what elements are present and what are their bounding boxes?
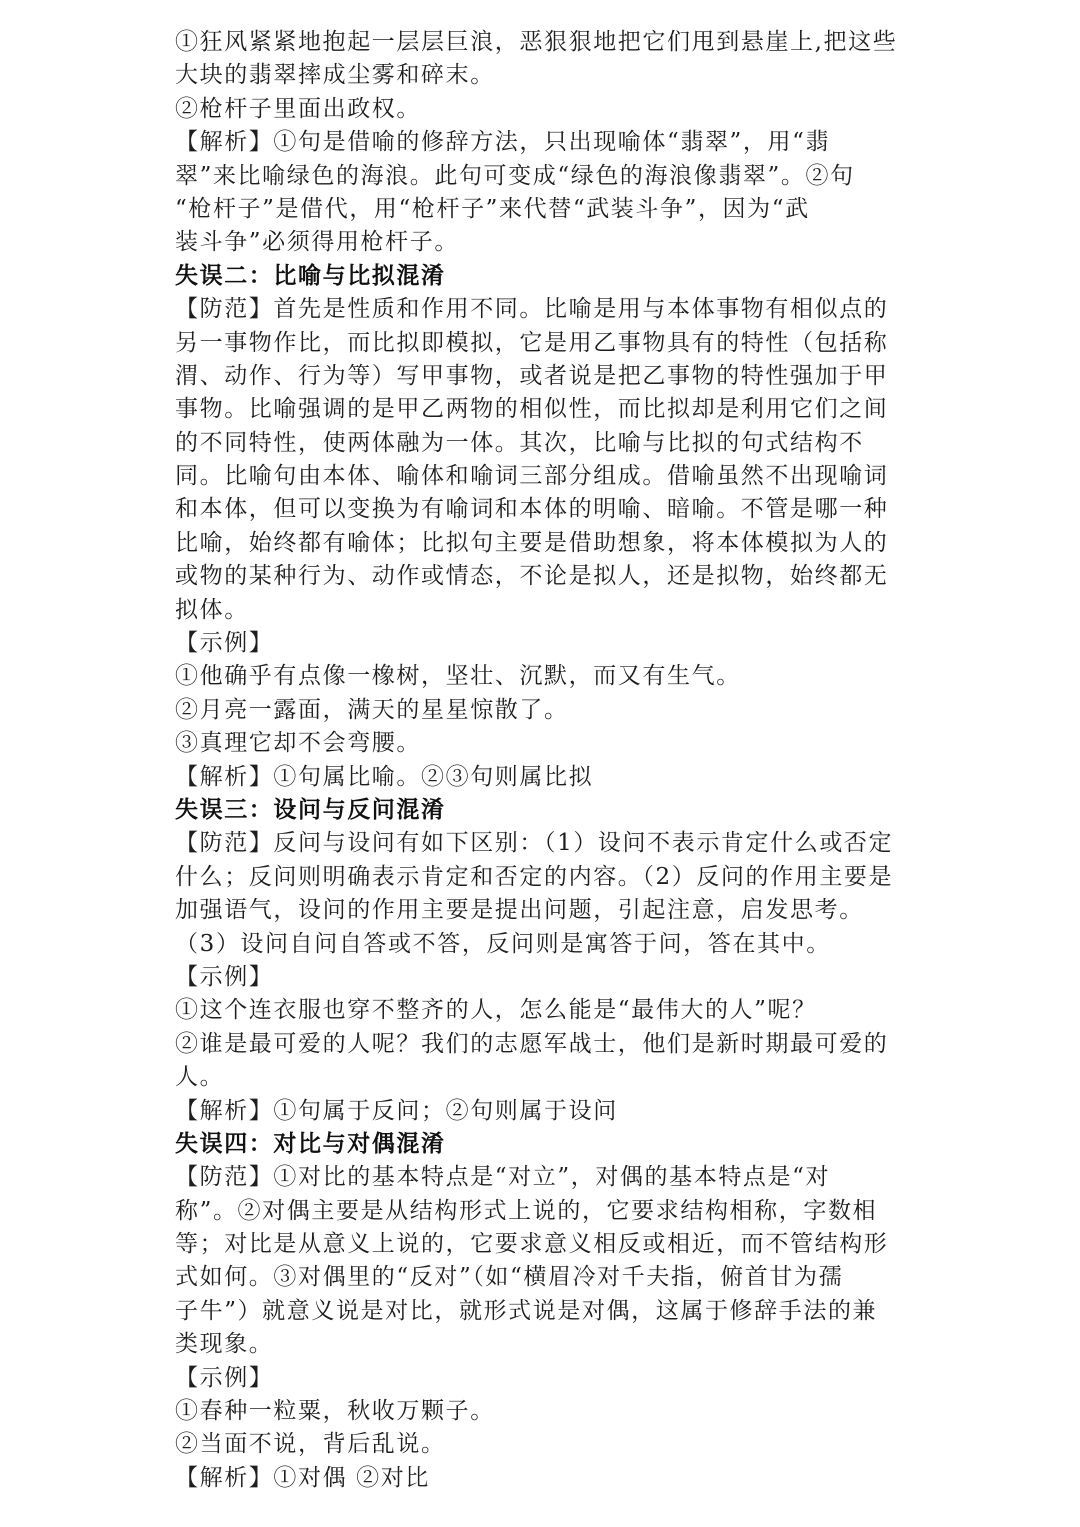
text-line: 【示例】 xyxy=(175,963,274,990)
text-line: 【防范】首先是性质和作用不同。比喻是用与本体事物有相似点的 xyxy=(175,296,889,323)
text-line: 同。比喻句由本体、喻体和喻词三部分组成。借喻虽然不出现喻词 xyxy=(175,463,889,490)
text-line: ③真理它却不会弯腰。 xyxy=(175,730,421,757)
text-line: 另一事物作比，而比拟即模拟，它是用乙事物具有的特性（包括称 xyxy=(175,329,889,356)
text-line: 人。 xyxy=(175,1064,225,1091)
text-line: ①他确乎有点像一橡树，坚壮、沉默，而又有生气。 xyxy=(175,663,741,690)
text-line: 什么；反问则明确表示肯定和否定的内容。（2）反问的作用主要是 xyxy=(175,863,894,890)
text-line: 的不同特性，使两体融为一体。其次，比喻与比拟的句式结构不 xyxy=(175,429,864,456)
text-line: 式如何。③对偶里的“反对”（如“横眉冷对千夫指，俯首甘为孺 xyxy=(175,1264,844,1291)
text-line: 大块的翡翠摔成尘雾和碎末。 xyxy=(175,62,495,89)
text-line: 子牛”）就意义说是对比，就形式说是对偶，这属于修辞手法的兼 xyxy=(175,1297,878,1324)
text-line: 【防范】反问与设问有如下区别：（1）设问不表示肯定什么或否定 xyxy=(175,830,894,857)
text-line: 拟体。 xyxy=(175,596,249,623)
text-line: （3）设问自问自答或不答，反问则是寓答于问，答在其中。 xyxy=(175,930,831,957)
text-line: 【解析】①句属比喻。②③句则属比拟 xyxy=(175,763,594,790)
text-line: 加强语气，设问的作用主要是提出问题，引起注意，启发思考。 xyxy=(175,897,864,924)
text-line: ②月亮一露面，满天的星星惊散了。 xyxy=(175,696,569,723)
text-line: 渭、动作、行为等）写甲事物，或者说是把乙事物的特性强加于甲 xyxy=(175,362,889,389)
text-line: 【解析】①句是借喻的修辞方法，只出现喻体“翡翠”，用“翡 xyxy=(175,129,831,156)
text-line: 事物。比喻强调的是甲乙两物的相似性，而比拟却是利用它们之间 xyxy=(175,396,889,423)
text-line: 类现象。 xyxy=(175,1331,274,1358)
text-line: ②当面不说，背后乱说。 xyxy=(175,1431,446,1458)
text-line: 【解析】①对偶 ②对比 xyxy=(175,1464,430,1491)
text-line: ②枪杆子里面出政权。 xyxy=(175,95,421,122)
text-line: 称”。②对偶主要是从结构形式上说的，它要求结构相称，字数相 xyxy=(175,1197,878,1224)
section-heading: 失误三：设问与反问混淆 xyxy=(175,796,446,823)
text-line: 【解析】①句属于反问；②句则属于设问 xyxy=(175,1097,618,1124)
text-line: 【防范】①对比的基本特点是“对立”，对偶的基本特点是“对 xyxy=(175,1164,831,1191)
text-line: “枪杆子”是借代，用“枪杆子”来代替“武装斗争”，因为“武 xyxy=(175,195,810,222)
text-line: 等；对比是从意义上说的，它要求意义相反或相近，而不管结构形 xyxy=(175,1231,889,1258)
text-line: ①春种一粒粟，秋收万颗子。 xyxy=(175,1398,495,1425)
text-line: 装斗争”必须得用枪杆子。 xyxy=(175,229,459,256)
text-line: 【示例】 xyxy=(175,1364,274,1391)
text-line: ②谁是最可爱的人呢？我们的志愿军战士，他们是新时期最可爱的 xyxy=(175,1030,889,1057)
text-line: 翠”来比喻绿色的海浪。此句可变成“绿色的海浪像翡翠”。②句 xyxy=(175,162,855,189)
text-line: 【示例】 xyxy=(175,630,274,657)
text-line: ①狂风紧紧地抱起一层层巨浪，恶狠狠地把它们甩到悬崖上,把这些 xyxy=(175,29,898,55)
text-line: 和本体，但可以变换为有喻词和本体的明喻、暗喻。不管是哪一种 xyxy=(175,496,889,523)
text-line: 或物的某种行为、动作或情态，不论是拟人，还是拟物，始终都无 xyxy=(175,563,889,590)
section-heading: 失误二：比喻与比拟混淆 xyxy=(175,262,446,289)
text-line: ①这个连衣服也穿不整齐的人，怎么能是“最伟大的人”呢？ xyxy=(175,997,817,1024)
text-line: 比喻，始终都有喻体；比拟句主要是借助想象，将本体模拟为人的 xyxy=(175,529,889,556)
section-heading: 失误四：对比与对偶混淆 xyxy=(175,1130,446,1157)
